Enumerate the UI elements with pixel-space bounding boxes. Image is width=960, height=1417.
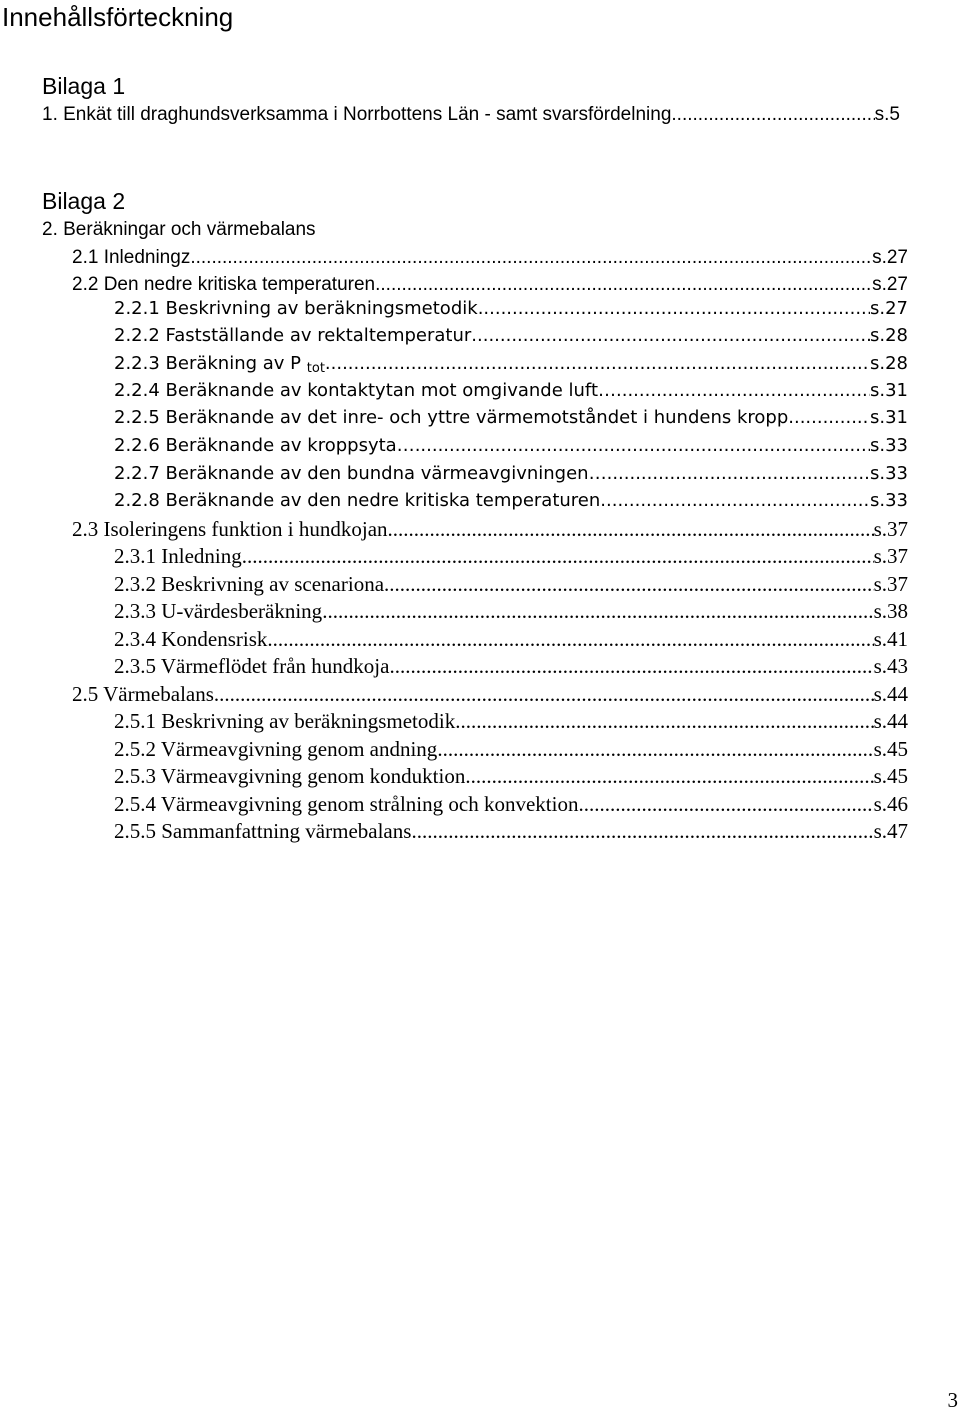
dot-leader bbox=[411, 818, 873, 844]
toc-entry-label: 2.3.5 Värmeflödet från hundkoja bbox=[114, 654, 390, 678]
toc-entry-2-2-1[interactable] bbox=[114, 296, 908, 322]
toc-entry-label: 2.5 Värmebalans bbox=[72, 682, 214, 706]
toc-entry-page: s.28 bbox=[869, 353, 908, 374]
toc-entry-label: 2.2.1 Beskrivning av beräkningsmetodik bbox=[114, 298, 478, 319]
toc-entry-label: 2.5.1 Beskrivning av beräkningsmetodik bbox=[114, 709, 456, 733]
toc-entry-page: s.41 bbox=[873, 627, 908, 651]
toc-entry-label: 2.3.2 Beskrivning av scenariona bbox=[114, 572, 385, 596]
toc-entry-page: s.31 bbox=[869, 407, 908, 428]
toc-entry-2-3-4[interactable] bbox=[114, 626, 908, 652]
toc-entry-2-5[interactable] bbox=[72, 681, 908, 707]
dot-leader bbox=[388, 516, 874, 542]
toc-entry-page: s.37 bbox=[873, 544, 908, 568]
toc-entry-page: s.45 bbox=[873, 737, 908, 761]
toc-entry-page: s.44 bbox=[873, 682, 908, 706]
dot-leader bbox=[384, 571, 874, 597]
toc-entry-page: s.45 bbox=[873, 764, 908, 788]
toc-entry-label: 2.5.2 Värmeavgivning genom andning bbox=[114, 737, 438, 761]
dot-leader bbox=[214, 681, 874, 707]
toc-entry-label: 2.3.3 U-värdesberäkning bbox=[114, 599, 323, 623]
section-heading-2: 2. Beräkningar och värmebalans bbox=[42, 219, 316, 240]
toc-entry-2-3-2[interactable] bbox=[114, 571, 908, 597]
dot-leader bbox=[616, 378, 870, 404]
toc-entry-page: s.33 bbox=[869, 490, 908, 511]
toc-entry-2-5-1[interactable] bbox=[114, 708, 908, 734]
toc-entry-label: 2.2.4 Beräknande av kontaktytan mot omgivande luft… bbox=[114, 380, 617, 401]
toc-entry-page: s.37 bbox=[873, 517, 908, 541]
toc-entry-2-3-5[interactable] bbox=[114, 653, 908, 679]
toc-entry-label: 2.3.1 Inledning bbox=[114, 544, 242, 568]
toc-entry-label: 2.2.2 Fastställande av rektaltemperatur bbox=[114, 325, 472, 346]
toc-entry-page: s.44 bbox=[873, 709, 908, 733]
toc-entry-label: 2.5.3 Värmeavgivning genom konduktion bbox=[114, 764, 466, 788]
toc-entry-page: s.38 bbox=[873, 599, 908, 623]
toc-entry-page: s.37 bbox=[873, 572, 908, 596]
page-number: 3 bbox=[947, 1388, 958, 1412]
toc-entry-page: s.31 bbox=[869, 380, 908, 401]
dot-leader bbox=[190, 245, 872, 271]
toc-entry-2-2-5[interactable] bbox=[114, 405, 908, 431]
dot-leader bbox=[600, 488, 870, 514]
dot-leader bbox=[375, 272, 872, 298]
toc-entry-page: s.27 bbox=[869, 298, 908, 319]
toc-entry-label: 2.2.5 Beräknande av det inre- och yttre värmemotståndet i hundens kropp bbox=[114, 407, 789, 428]
dot-leader bbox=[437, 736, 873, 762]
toc-entry-2-2-3[interactable] bbox=[114, 351, 908, 377]
toc-entry-label: 2.3 Isoleringens funktion i hundkojan bbox=[72, 517, 388, 541]
dot-leader bbox=[578, 791, 873, 817]
dot-leader bbox=[471, 323, 870, 349]
toc-entry-2-2-7[interactable] bbox=[114, 461, 908, 487]
toc-entry-2-5-5[interactable] bbox=[114, 818, 908, 844]
dot-leader bbox=[242, 543, 874, 569]
toc-entry-label: 2.3.4 Kondensrisk bbox=[114, 627, 268, 651]
toc-entry-page: s.47 bbox=[873, 819, 908, 843]
toc-entry-2-2-8[interactable] bbox=[114, 488, 908, 514]
bilaga-2-heading: Bilaga 2 bbox=[42, 188, 126, 214]
toc-entry-label: 2.5.4 Värmeavgivning genom strålning och konvektion bbox=[114, 792, 579, 816]
toc-entry-page: s.33 bbox=[869, 463, 908, 484]
toc-entry-2-2[interactable] bbox=[72, 272, 908, 298]
dot-leader bbox=[671, 102, 874, 128]
bilaga-1-heading: Bilaga 1 bbox=[42, 73, 126, 99]
toc-entry-2-3-3[interactable] bbox=[114, 598, 908, 624]
toc-entry-2-2-6[interactable] bbox=[114, 433, 908, 459]
toc-entry-page: s.27 bbox=[872, 274, 908, 295]
toc-entry-2-5-3[interactable] bbox=[114, 763, 908, 789]
toc-entry-page: s.43 bbox=[873, 654, 908, 678]
toc-entry-2-1[interactable] bbox=[72, 245, 908, 271]
dot-leader bbox=[389, 653, 873, 679]
toc-entry-label: 2.2 Den nedre kritiska temperaturen bbox=[72, 274, 376, 295]
toc-entry-label: 2.1 Inledningz bbox=[72, 247, 191, 268]
toc-entry-page: s.28 bbox=[869, 325, 908, 346]
toc-entry-page: s.5 bbox=[874, 104, 900, 125]
dot-leader bbox=[478, 296, 870, 322]
dot-leader bbox=[325, 351, 870, 377]
dot-leader bbox=[465, 763, 873, 789]
dot-leader bbox=[267, 626, 873, 652]
toc-entry-2-3-1[interactable] bbox=[114, 543, 908, 569]
dot-leader bbox=[322, 598, 873, 624]
toc-entry-label: 2.2.6 Beräknande av kroppsyta… bbox=[114, 435, 415, 456]
toc-entry-label: 2.2.7 Beräknande av den bundna värmeavgivningen… bbox=[114, 463, 607, 484]
toc-entry-2-2-4[interactable] bbox=[114, 378, 908, 404]
toc-entry-2-5-2[interactable] bbox=[114, 736, 908, 762]
toc-entry-page: s.33 bbox=[869, 435, 908, 456]
toc-entry-page: s.27 bbox=[872, 247, 908, 268]
subscript-tot: tot bbox=[306, 361, 325, 376]
toc-entry-label: 2.5.5 Sammanfattning värmebalans bbox=[114, 819, 412, 843]
dot-leader bbox=[788, 405, 870, 431]
page-title: Innehållsförteckning bbox=[2, 2, 234, 32]
dot-leader bbox=[607, 461, 870, 487]
toc-entry-2-5-4[interactable] bbox=[114, 791, 908, 817]
toc-entry-2-2-2[interactable] bbox=[114, 323, 908, 349]
toc-entry-label: 2.2.3 Beräkning av P $_{tot}$ bbox=[114, 353, 325, 376]
dot-leader bbox=[455, 708, 873, 734]
toc-entry-label: 1. Enkät till draghundsverksamma i Norrbottens Län - samt svarsfördelning bbox=[42, 104, 672, 125]
toc-entry-1[interactable] bbox=[42, 102, 900, 128]
toc-entry-2-3[interactable] bbox=[72, 516, 908, 542]
toc-entry-page: s.46 bbox=[873, 792, 908, 816]
dot-leader bbox=[415, 433, 870, 459]
toc-entry-label: 2.2.8 Beräknande av den nedre kritiska temperaturen bbox=[114, 490, 601, 511]
